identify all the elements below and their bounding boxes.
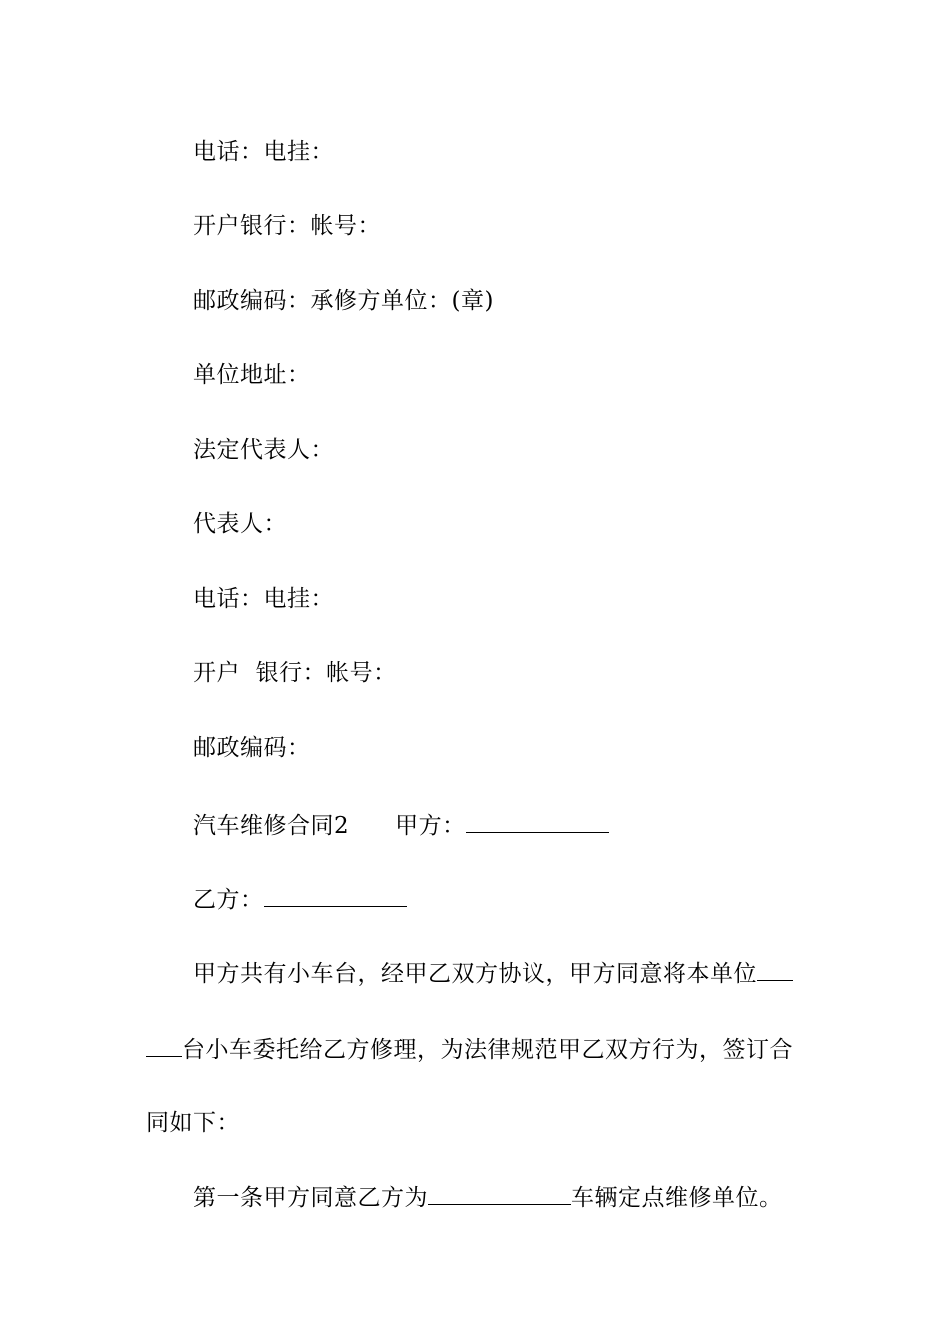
- legal-representative-line: 法定代表人：: [193, 437, 334, 463]
- unit-address-line: 单位地址：: [193, 362, 311, 388]
- representative-line: 代表人：: [193, 511, 287, 537]
- phone-telegraph-line-1: 电话：电挂：: [193, 139, 334, 165]
- party-b-line: [193, 884, 407, 915]
- party-a-blank: [466, 810, 609, 833]
- postal-code-line: 邮政编码：: [193, 735, 311, 761]
- bank-account-line-1: 开户银行：帐号：: [193, 213, 381, 239]
- paragraph-1-line-1: [193, 958, 793, 989]
- party-b-blank: [264, 884, 407, 907]
- vehicle-type-blank: [428, 1182, 571, 1205]
- contract-title-line: [193, 810, 609, 841]
- vehicle-count-blank-2: [146, 1034, 182, 1057]
- bank-account-line-2: 开户 银行：帐号：: [193, 660, 397, 686]
- vehicle-count-blank-1: [757, 958, 793, 981]
- party-a-label: 甲方：: [395, 813, 466, 839]
- contract-title: 汽车维修合同2: [193, 813, 350, 839]
- party-b-label: 乙方：: [193, 887, 264, 913]
- article-1-text-after: 车辆定点维修单位。: [571, 1185, 783, 1211]
- paragraph-1-line-3: 同如下：: [146, 1110, 240, 1136]
- paragraph-1-line-2: [146, 1034, 793, 1065]
- article-1-line: [193, 1182, 783, 1213]
- paragraph-1-text-1: 甲方共有小车台，经甲乙双方协议，甲方同意将本单位: [193, 961, 757, 987]
- article-1-text-before: 第一条甲方同意乙方为: [193, 1185, 428, 1211]
- postal-code-repair-unit-line: 邮政编码：承修方单位：(章): [193, 288, 494, 314]
- paragraph-1-text-2: 台小车委托给乙方修理，为法律规范甲乙双方行为，签订合: [182, 1037, 793, 1063]
- phone-telegraph-line-2: 电话：电挂：: [193, 586, 334, 612]
